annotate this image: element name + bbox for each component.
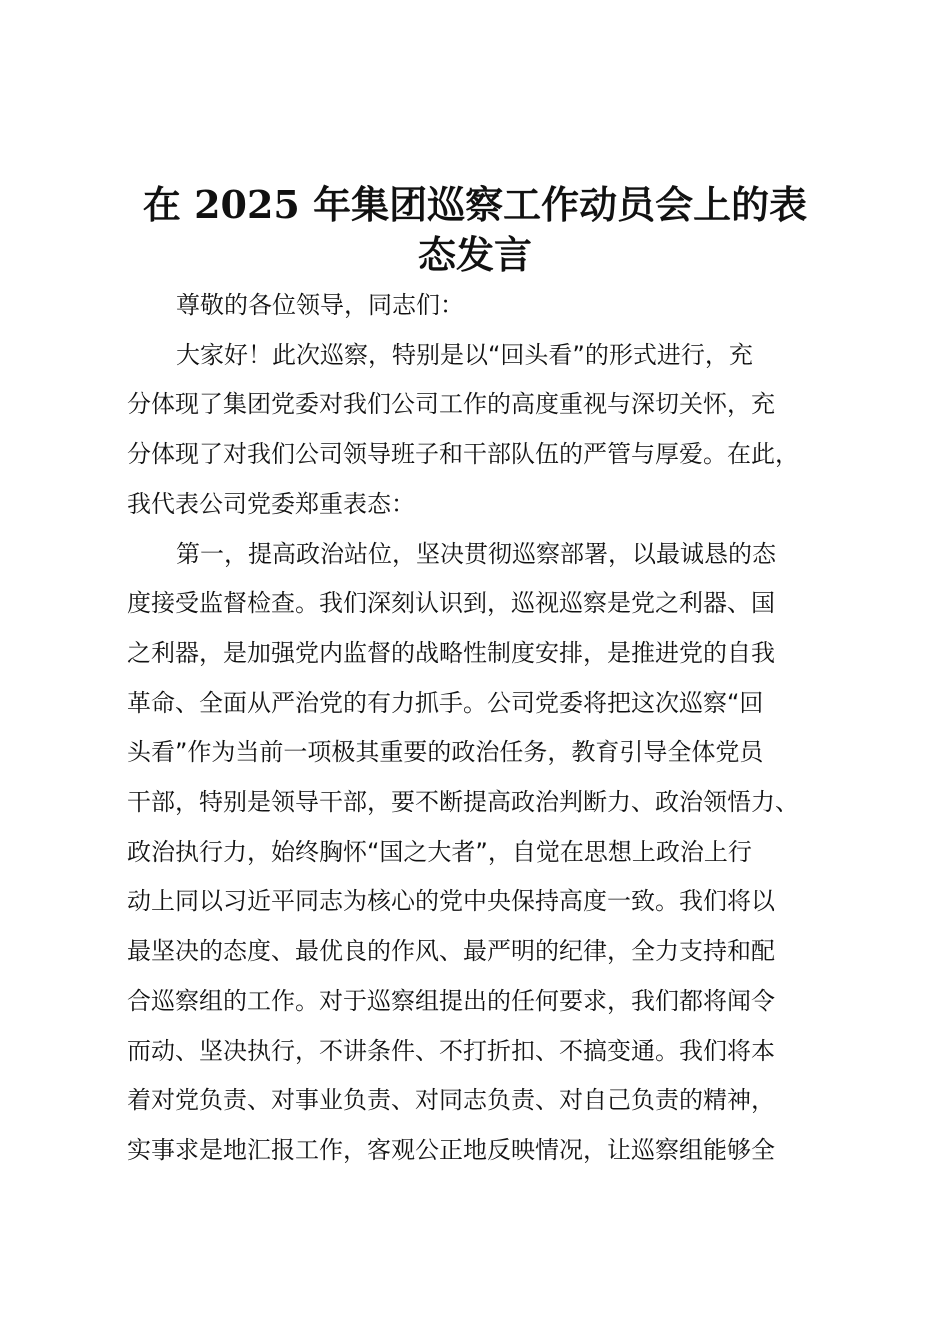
body-text-line-content: 第一，提高政治站位，坚决贯彻巡察部署，以最诚恳的态 xyxy=(176,539,776,568)
body-text-line-content: 头看”作为当前一项极其重要的政治任务，教育引导全体党员 xyxy=(127,738,764,767)
body-text-line-content: 尊敬的各位领导，同志们： xyxy=(176,291,464,319)
body-text-line-content: 革命、全面从严治党的有力抓手。公司党委将把这次巡察“回 xyxy=(127,688,764,717)
body-text-line-content: 最坚决的态度、最优良的作风、最严明的纪律，全力支持和配 xyxy=(127,937,775,966)
body-text-line-content: 而动、坚决执行，不讲条件、不打折扣、不搞变通。我们将本 xyxy=(127,1036,775,1065)
body-text-line-content: 我代表公司党委郑重表态： xyxy=(127,489,415,518)
body-text-line-content: 分体现了集团党委对我们公司工作的高度重视与深切关怀，充 xyxy=(127,390,775,419)
body-text-line-content: 度接受监督检查。我们深刻认识到，巡视巡察是党之利器、国 xyxy=(127,589,775,618)
body-text-line-content: 分体现了对我们公司领导班子和干部队伍的严管与厚爱。在此， xyxy=(127,440,799,469)
body-text-line-content: 之利器，是加强党内监督的战略性制度安排，是推进党的自我 xyxy=(127,638,775,667)
body-text-line-content: 动上同以习近平同志为核心的党中央保持高度一致。我们将以 xyxy=(127,887,775,916)
body-text-line-content: 着对党负责、对事业负责、对同志负责、对自己负责的精神， xyxy=(127,1086,775,1115)
body-text-line-content: 大家好！此次巡察，特别是以“回头看”的形式进行，充 xyxy=(176,340,753,369)
body-text-line-content: 政治执行力，始终胸怀“国之大者”，自觉在思想上政治上行 xyxy=(127,837,752,866)
body-text-line-content: 干部，特别是领导干部，要不断提高政治判断力、政治领悟力、 xyxy=(127,788,799,816)
body-text-line-content: 实事求是地汇报工作，客观公正地反映情况，让巡察组能够全 xyxy=(127,1135,775,1164)
body-text-line-content: 合巡察组的工作。对于巡察组提出的任何要求，我们都将闻令 xyxy=(127,986,775,1015)
document-title-line-1: 在 2025 年集团巡察工作动员会上的表 xyxy=(142,182,808,227)
document-title-line-2: 态发言 xyxy=(417,232,532,277)
